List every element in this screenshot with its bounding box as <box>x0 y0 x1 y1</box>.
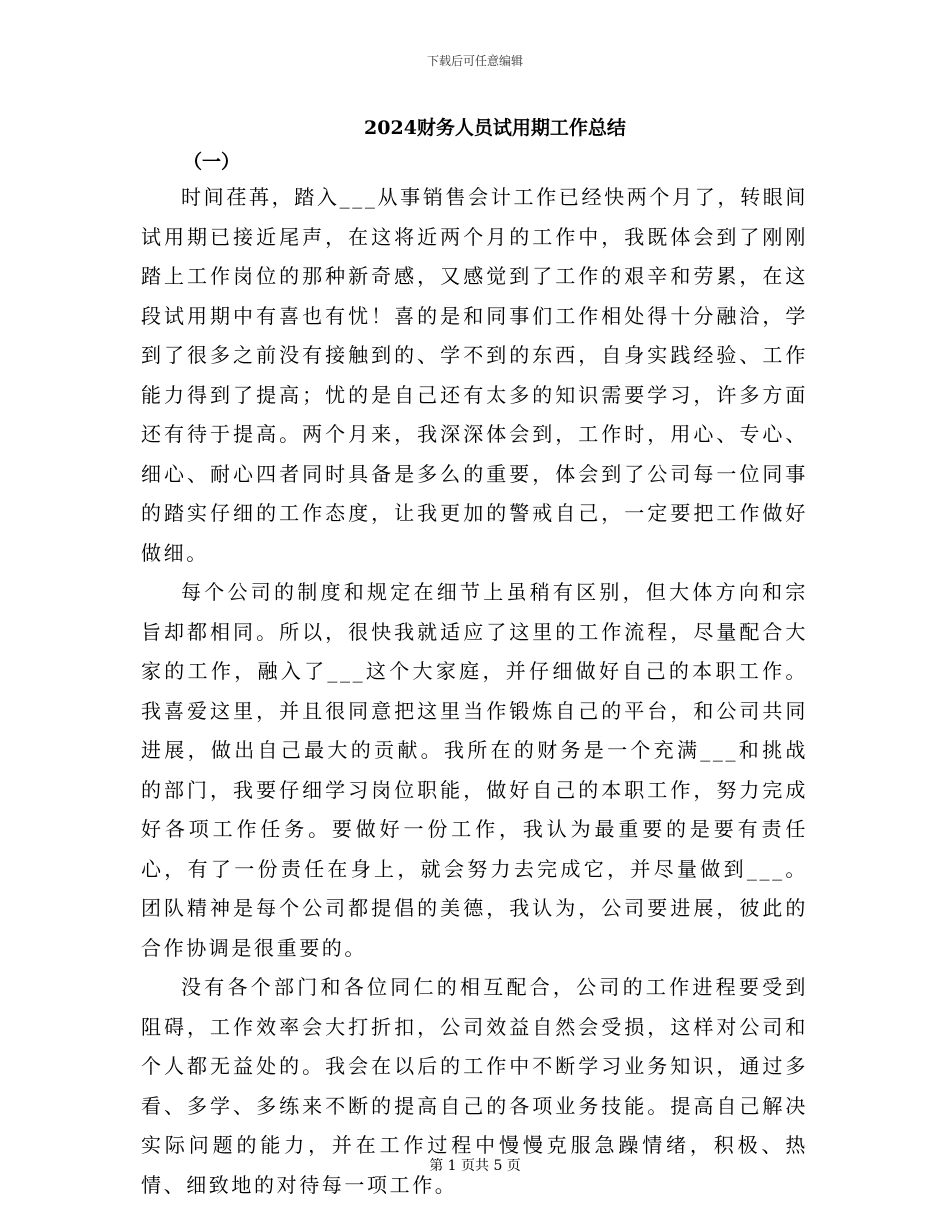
paragraph-2: 每个公司的制度和规定在细节上虽稍有区别，但大体方向和宗旨却都相同。所以，很快我就适应了这里的工作流程，尽量配合大家的工作，融入了___这个大家庭，并仔细做好自己的本职工作。我喜爱这里，并且很同意把这里当作锻炼自己的平台，和公司共同进展，做出自己最大的贡献。我所在的财务是一个充满___和挑战的部门，我要仔细学习岗位职能，做好自己的本职工作，努力完成好各项工作任务。要做好一份工作，我认为最重要的是要有责任心，有了一份责任在身上，就会努力去完成它，并尽量做到___。团队精神是每个公司都提倡的美德，我认为，公司要进展，彼此的合作协调是很重要的。 <box>141 580 808 960</box>
paragraph-3: 没有各个部门和各位同仁的相互配合，公司的工作进程要受到阻碍，工作效率会大打折扣，公司效益自然会受损，这样对公司和个人都无益处的。我会在以后的工作中不断学习业务知识，通过多看、多学、多练来不断的提高自己的各项业务技能。提高自己解决实际问题的能力，并在工作过程中慢慢克服急躁情绪，积极、热情、细致地的对待每一项工作。 <box>141 975 808 1197</box>
paragraph-1: 时间荏苒，踏入___从事销售会计工作已经快两个月了，转眼间试用期已接近尾声，在这将近两个月的工作中，我既体会到了刚刚踏上工作岗位的那种新奇感，又感觉到了工作的艰辛和劳累，在这段试用期中有喜也有忧！喜的是和同事们工作相处得十分融洽，学到了很多之前没有接触到的、学不到的东西，自身实践经验、工作能力得到了提高；忧的是自己还有太多的知识需要学习，许多方面还有待于提高。两个月来，我深深体会到，工作时，用心、专心、细心、耐心四者同时具备是多么的重要，体会到了公司每一位同事的踏实仔细的工作态度，让我更加的警戒自己，一定要把工作做好做细。 <box>141 185 808 565</box>
document-body <box>141 178 808 1205</box>
document-title: 2024财务人员试用期工作总结 <box>364 117 626 139</box>
page-number-footer: 第 1 页共 5 页 <box>429 1158 521 1174</box>
section-label: （一） <box>183 151 241 173</box>
page-header-note: 下载后可任意编辑 <box>426 54 523 68</box>
